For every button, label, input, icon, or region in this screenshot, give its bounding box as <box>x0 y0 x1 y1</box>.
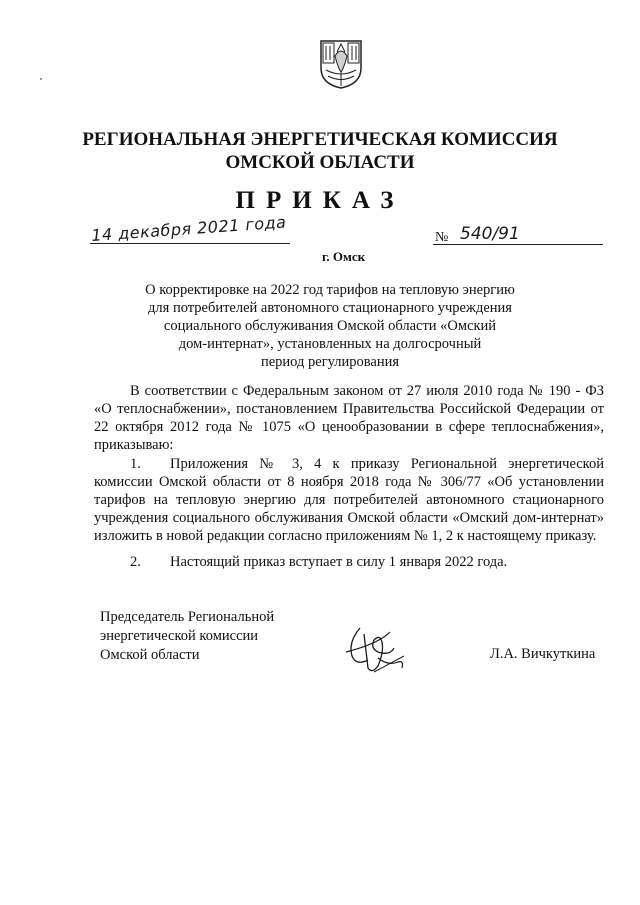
document-subject: О корректировке на 2022 год тарифов на тепловую энергию для потребителей автономного стационарного учреждения социального обслуживания Омской области «Омский дом-интернат», установленных на долгосрочный период регулирования <box>145 282 515 370</box>
item-text: Настоящий приказ вступает в силу 1 января 2022 года. <box>170 554 508 570</box>
item-number: 2. <box>130 554 141 570</box>
number-underline <box>433 244 603 245</box>
scan-speck <box>40 78 42 80</box>
order-item-2 <box>94 553 604 571</box>
organization-region: ОМСКОЙ ОБЛАСТИ <box>225 152 415 173</box>
item-number: 1. <box>130 456 141 472</box>
preamble-text: В соответствии с Федеральным законом от 27 июля 2010 года № 190 - ФЗ «О теплоснабжении», постановлением Правительства Российской Федерации от 22 октября 2012 года № 1075 «О ценообразовании в сфере теплоснабжения», приказываю: <box>94 383 604 453</box>
preamble-paragraph <box>94 382 604 454</box>
signatory-name: Л.А. Вичкуткина <box>490 646 596 662</box>
organization-name: РЕГИОНАЛЬНАЯ ЭНЕРГЕТИЧЕСКАЯ КОМИССИЯ <box>82 129 558 150</box>
signatory-position: Председатель Региональной энергетической комиссии Омской области <box>100 609 275 663</box>
coat-of-arms-icon <box>318 38 364 90</box>
handwritten-signature <box>338 622 418 678</box>
document-city: г. Омск <box>322 249 366 264</box>
document-type-title: ПРИКАЗ <box>235 187 405 214</box>
number-label: № <box>435 230 449 245</box>
item-text: Приложения № 3, 4 к приказу Региональной энергетической комиссии Омской области от 8 ноября 2018 года № 306/77 «Об установлении тарифов на тепловую энергию для потребителей автономного стационарного учреждения социального обслуживания Омской области «Омский дом-интернат» изложить в новой редакции согласно приложениям № 1, 2 к настоящему приказу. <box>94 456 604 544</box>
date-underline <box>90 243 290 244</box>
order-item-1 <box>94 455 604 545</box>
document-date: 14 декабря 2021 года <box>90 212 287 245</box>
document-number: 540/91 <box>460 224 520 244</box>
